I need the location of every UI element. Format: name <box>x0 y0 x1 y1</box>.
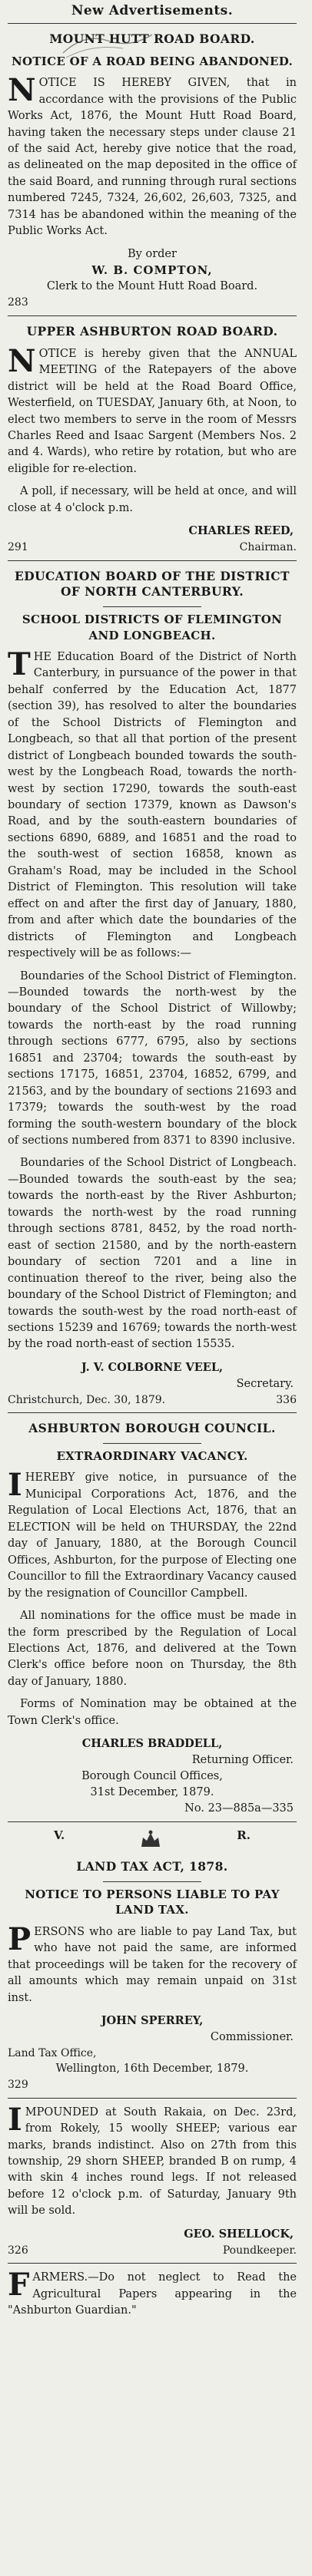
ad-ref-number: 329 <box>8 2079 28 2092</box>
ad-subheading: NOTICE OF A ROAD BEING ABANDONED. <box>11 54 294 68</box>
office-line: Land Tax Office, <box>8 2047 97 2060</box>
ad-ref-number: 291 <box>8 541 28 554</box>
royal-crest-icon <box>139 1828 162 1848</box>
ad-body: IHEREBY give notice, in pursuance of the Municipal Corporations Act, 1876, and the Regulation of Local Elections Act, 1876, that an ELECTION will be held on THURSDAY, the 22nd day of January, 1880, at the Borough Council Offices, Ashburton, for the purpose of Electing one Councillor to fill the Extraordinary Vacancy caused by the resignation of Councillor Campbell. <box>8 1467 297 1600</box>
drop-cap: I <box>8 1467 22 1504</box>
page-header: New Advertisements. <box>71 3 234 18</box>
ref-row <box>8 2243 297 2258</box>
ad-heading: LAND TAX ACT, 1878. <box>76 1859 228 1874</box>
ad-ashburton-borough-council <box>8 1413 297 1821</box>
ad-body: PERSONS who are liable to pay Land Tax, but who have not paid the same, are informed that proceedings will be taken for the recovery of all amounts which may remain unpaid on 31st inst. <box>8 1920 297 2004</box>
ad-education-board <box>8 561 297 1413</box>
signatory: CHARLES BRADDELL, <box>81 1737 223 1751</box>
ref-row <box>8 540 297 555</box>
ad-heading: EDUCATION BOARD OF THE DISTRICT OF NORTH CANTERBURY. <box>15 568 290 599</box>
ad-body: FARMERS.—Do not neglect to Read the Agricultural Papers appearing in the "Ashburton Guardian." <box>8 2267 297 2317</box>
ad-body: Boundaries of the School District of Longbeach.—Bounded towards the south-east by the sea; towards the north-east by the River Ashburton; towards the north-west by the road running through sections 8781, 8452, by the road north-east of section 21580, and by the north-eastern boundary of section 7201 and a line in continuation thereof to the river, being also the boundary of the School District of Flemington; and towards the south-west by the road north-east of sections 15239 and 16769; towards the north-west by the road north-east of section 15535. <box>8 1157 297 1351</box>
royal-crest-row <box>8 1822 297 1851</box>
ad-body: A poll, if necessary, will be held at once, and will close at 4 o'clock p.m. <box>8 485 297 514</box>
signatory: CHARLES REED, <box>188 524 294 538</box>
signatory-role: Returning Officer. <box>191 1754 294 1767</box>
office-line: Borough Council Offices, <box>81 1770 223 1783</box>
place-date: Wellington, 16th December, 1879. <box>55 2062 249 2076</box>
drop-cap: N <box>8 342 36 379</box>
signatory-role: Chairman. <box>239 541 297 554</box>
drop-cap: T <box>8 646 31 682</box>
ad-land-tax <box>8 1851 297 2097</box>
signatory: W. B. COMPTON, <box>91 263 213 277</box>
signatory-role: Commissioner. <box>210 2031 294 2043</box>
place-date: Christchurch, Dec. 30, 1879. <box>8 1393 166 1406</box>
ad-body: Forms of Nomination may be obtained at the Town Clerk's office. <box>8 1698 297 1727</box>
signatory: J. V. COLBORNE VEEL, <box>81 1360 224 1374</box>
ad-ref-number: 283 <box>8 296 28 309</box>
signatory-role: Secretary. <box>236 1377 294 1390</box>
ad-heading: MOUNT HUTT ROAD BOARD. <box>49 31 255 46</box>
signatory: GEO. SHELLOCK, <box>184 2227 294 2241</box>
ad-farmers <box>8 2264 297 2330</box>
ad-upper-ashburton-road-board <box>8 316 297 560</box>
ad-body: All nominations for the office must be made in the form prescribed by the Regulation of Local Elections Act, 1876, and delivered at the Town Clerk's office before noon on Thursday, the 8th day of January, 1880. <box>8 1610 297 1688</box>
ref-row <box>8 295 297 310</box>
crest-letter-v: V. <box>54 1828 65 1843</box>
crest-letter-r: R. <box>237 1828 251 1843</box>
ad-mount-hutt-road-board <box>8 24 297 315</box>
office-row <box>8 2046 297 2061</box>
signatory: JOHN SPERREY, <box>101 2013 204 2027</box>
ad-subheading: EXTRAORDINARY VACANCY. <box>56 1449 248 1464</box>
ad-body: NOTICE IS HEREBY GIVEN, that in accordance with the provisions of the Public Works Act, 1876, the Mount Hutt Road Board, having taken the necessary steps under clause 21 of the said Act, hereby give notice that the road, as delineated on the map deposited in the office of the said Board, and running through rural sections numbered 7245, 7324, 26,602, 26,603, 7325, and 7314 has be abandoned within the meaning of the Public Works Act. <box>8 72 297 238</box>
ref-row <box>8 2077 297 2092</box>
drop-cap: F <box>8 2267 30 2304</box>
ad-subheading: NOTICE TO PERSONS LIABLE TO PAY LAND TAX. <box>25 1887 280 1917</box>
ad-ref-number: No. 23—885a—335 <box>184 1802 294 1815</box>
signatory-role: Poundkeeper. <box>222 2244 297 2257</box>
drop-cap: P <box>8 1920 32 1957</box>
ad-body: IMPOUNDED at South Rakaia, on Dec. 23rd, from Rokely, 15 woolly SHEEP; various ear marks, brands indistinct. Also on 27th from this township, 29 shorn SHEEP, branded B on rump, 4 with skin 4 inches round legs. If not released before 12 o'clock p.m. of Saturday, January 9th will be sold. <box>8 2101 297 2218</box>
short-divider <box>103 1881 201 1882</box>
short-divider <box>103 606 201 607</box>
date-line: 31st December, 1879. <box>90 1786 214 1799</box>
ad-body: NOTICE is hereby given that the ANNUAL MEETING of the Ratepayers of the above district will be held at the Road Board Office, Westerfield, on TUESDAY, January 6th, at Noon, to elect two members to serve in the room of Messrs Charles Reed and Isaac Sargent (Members Nos. 2 and 4. Wards), who retire by rotation, but who are eligible for re-election. <box>8 342 297 475</box>
ad-body: Boundaries of the School District of Flemington.—Bounded towards the north-west by the boundary of the School District of Willowby; towards the north-east by the road running through sections 6777, 6795, also by sections 16851 and 23704; towards the south-east by sections 17175, 16851, 23704, 16852, 6799, and 21563, and by the boundary of sections 21693 and 17379; towards the south-west by the road forming the south-western boundary of the block of sections numbered from 8371 to 8390 inclusive. <box>8 969 297 1148</box>
ad-ref-number: 326 <box>8 2244 28 2257</box>
ad-body: THE Education Board of the District of North Canterbury, in pursuance of the power in that behalf conferred by the Education Act, 1877 (section 39), has resolved to alter the boundaries of the School Districts of Flemington and Longbeach, so that all that portion of the present district of Longbeach bounded towards the south-west by the Longbeach Road, towards the north-west by section 17290, towards the south-east boundary of section 17379, known as Dawson's Road, and by the south-eastern boundaries of sections 6890, 6889, and 16851 and the road to the south-west of section 16858, known as Graham's Road, may be included in the School District of Flemington. This resolution will take effect on and after the first day of January, 1880, from and after which date the boundaries of the districts of Flemington and Longbeach respectively will be as follows:— <box>8 646 297 960</box>
ad-heading: UPPER ASHBURTON ROAD BOARD. <box>26 323 278 339</box>
drop-cap: I <box>8 2101 22 2138</box>
by-order: By order <box>128 247 177 260</box>
ad-heading: ASHBURTON BOROUGH COUNCIL. <box>28 1421 276 1436</box>
short-divider <box>103 1443 201 1444</box>
drop-cap: N <box>8 72 36 109</box>
ad-impounded <box>8 2099 297 2263</box>
ad-subheading: SCHOOL DISTRICTS OF FLEMINGTON AND LONGBEACH. <box>22 613 283 642</box>
signatory-role: Clerk to the Mount Hutt Road Board. <box>46 280 258 293</box>
ink-stamp-mark <box>61 30 154 61</box>
place-date-row <box>8 1392 297 1408</box>
ad-ref-number: 336 <box>276 1393 297 1406</box>
